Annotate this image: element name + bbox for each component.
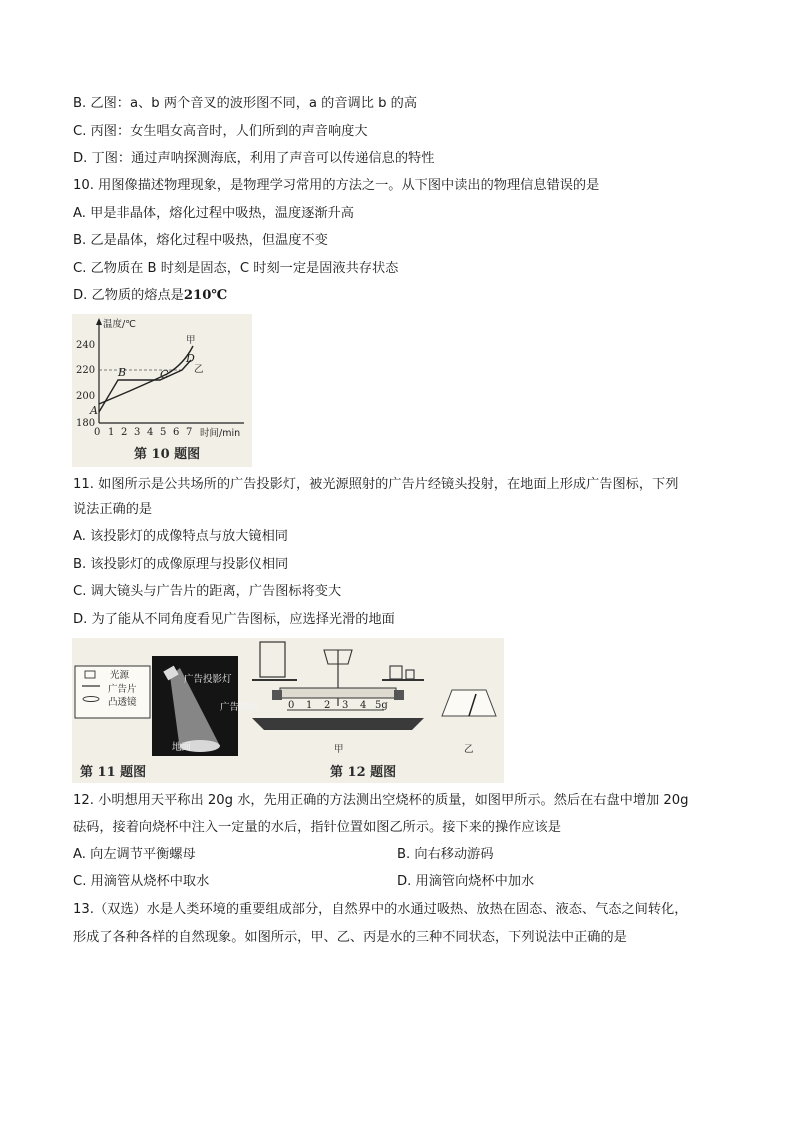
q10-option-d-text: D. 乙物质的熔点是 xyxy=(73,288,184,303)
q11-option-a: A. 该投影灯的成像特点与放大镜相同 xyxy=(73,529,288,544)
figures-svg xyxy=(72,638,504,783)
figure-11-12 xyxy=(72,638,504,783)
y-tick: 220 xyxy=(76,365,96,376)
q11-stem-line2: 说法正确的是 xyxy=(73,502,153,517)
beaker xyxy=(260,642,285,677)
weight-small xyxy=(406,670,414,679)
q11-option-c: C. 调大镜头与广告片的距离，广告图标将变大 xyxy=(73,584,342,599)
y-axis-arrow xyxy=(96,318,102,325)
beam xyxy=(280,688,396,698)
x-tick: 3 xyxy=(134,427,141,438)
q13-stem-line2: 形成了各种各样的自然现象。如图所示，甲、乙、丙是水的三种不同状态，下列说法中正确的是 xyxy=(73,930,627,945)
scale-mark: 1 xyxy=(306,700,313,711)
scale-mark: 0 xyxy=(288,700,295,711)
point-d: D xyxy=(186,352,195,365)
label-ad-icon xyxy=(220,701,259,713)
x-tick: 2 xyxy=(121,427,128,438)
q10-melting-point: 210℃ xyxy=(183,288,228,303)
label-yi-12: 乙 xyxy=(464,744,474,755)
caption-12: 第 12 题图 xyxy=(330,765,397,780)
q12-option-c: C. 用滴管从烧杯中取水 xyxy=(73,874,210,889)
label-jia: 甲 xyxy=(186,335,196,346)
q11-option-d: D. 为了能从不同角度看见广告图标，应选择光滑的地面 xyxy=(73,612,395,627)
label-jia-12: 甲 xyxy=(334,744,344,755)
q9-option-c: C. 丙图：女生唱女高音时，人们所到的声音响度大 xyxy=(73,124,368,139)
curve-jia xyxy=(99,346,193,404)
x-tick: 4 xyxy=(147,427,154,438)
q11-stem-line1: 11. 如图所示是公共场所的广告投影灯，被光源照射的广告片经镜头投射，在地面上形成广告图标，下列 xyxy=(73,477,679,492)
balance-base xyxy=(252,718,424,730)
figure-10 xyxy=(72,314,252,467)
q10-option-d xyxy=(73,287,227,305)
x-tick: 5 xyxy=(160,427,167,438)
y-tick: 180 xyxy=(76,418,96,429)
scale-mark: 5g xyxy=(375,700,388,711)
q11-option-b: B. 该投影灯的成像原理与投影仪相同 xyxy=(73,557,289,572)
label-ground: 地面 xyxy=(172,742,192,753)
point-a: A xyxy=(90,404,98,417)
label-yi: 乙 xyxy=(194,364,204,375)
y-axis-label: 温度/℃ xyxy=(103,319,136,330)
label-ad-film: 广告片 xyxy=(108,684,137,695)
scale-mark: 4 xyxy=(360,700,367,711)
curve-yi xyxy=(99,360,191,412)
caption-11: 第 11 题图 xyxy=(80,765,147,780)
point-b: B xyxy=(118,366,127,379)
dial xyxy=(442,690,496,716)
q13-stem-line1: 13.（双选）水是人类环境的重要组成部分，自然界中的水通过吸热、放热在固态、液态、气态之间转化， xyxy=(73,902,688,917)
q12-option-a: A. 向左调节平衡螺母 xyxy=(73,847,196,862)
label-convex-lens: 凸透镜 xyxy=(108,697,137,708)
x-axis-label: 时间/min xyxy=(200,428,241,439)
weight-large xyxy=(390,666,402,679)
y-tick: 240 xyxy=(76,340,96,351)
label-ad-icon-text: 广告图标 xyxy=(220,702,259,713)
q10-option-b: B. 乙是晶体，熔化过程中吸热，但温度不变 xyxy=(73,233,328,248)
x-tick: 1 xyxy=(108,427,115,438)
q10-option-a: A. 甲是非晶体，熔化过程中吸热，温度逐渐升高 xyxy=(73,206,354,221)
x-tick: 0 xyxy=(94,427,101,438)
melting-graph xyxy=(72,314,252,467)
point-c: C xyxy=(160,368,169,381)
label-lamp: 广告投影灯 xyxy=(184,674,232,685)
balance-nut-left xyxy=(272,690,282,700)
label-light-source: 光源 xyxy=(110,670,130,681)
q9-option-d: D. 丁图：通过声呐探测海底，利用了声音可以传递信息的特性 xyxy=(73,151,435,166)
caption-10: 第 10 题图 xyxy=(134,447,201,462)
q12-option-d: D. 用滴管向烧杯中加水 xyxy=(397,874,535,889)
q12-stem-line2: 砝码，接着向烧杯中注入一定量的水后，指针位置如图乙所示。接下来的操作应该是 xyxy=(73,820,561,835)
scale-mark: 2 xyxy=(324,700,331,711)
scale-mark: 3 xyxy=(342,700,349,711)
q10-option-c: C. 乙物质在 B 时刻是固态，C 时刻一定是固液共存状态 xyxy=(73,261,399,276)
y-tick: 200 xyxy=(76,391,96,402)
q12-stem-line1: 12. 小明想用天平称出 20g 水，先用正确的方法测出空烧杯的质量，如图甲所示。然后在右盘中增加 20g xyxy=(73,793,689,808)
balance-nut-right xyxy=(394,690,404,700)
q9-option-b: B. 乙图：a、b 两个音叉的波形图不同，a 的音调比 b 的高 xyxy=(73,96,418,111)
x-tick: 7 xyxy=(186,427,193,438)
x-tick: 6 xyxy=(173,427,180,438)
q12-option-b: B. 向右移动游码 xyxy=(397,847,494,862)
q10-stem: 10. 用图像描述物理现象，是物理学习常用的方法之一。从下图中读出的物理信息错误的是 xyxy=(73,178,600,193)
